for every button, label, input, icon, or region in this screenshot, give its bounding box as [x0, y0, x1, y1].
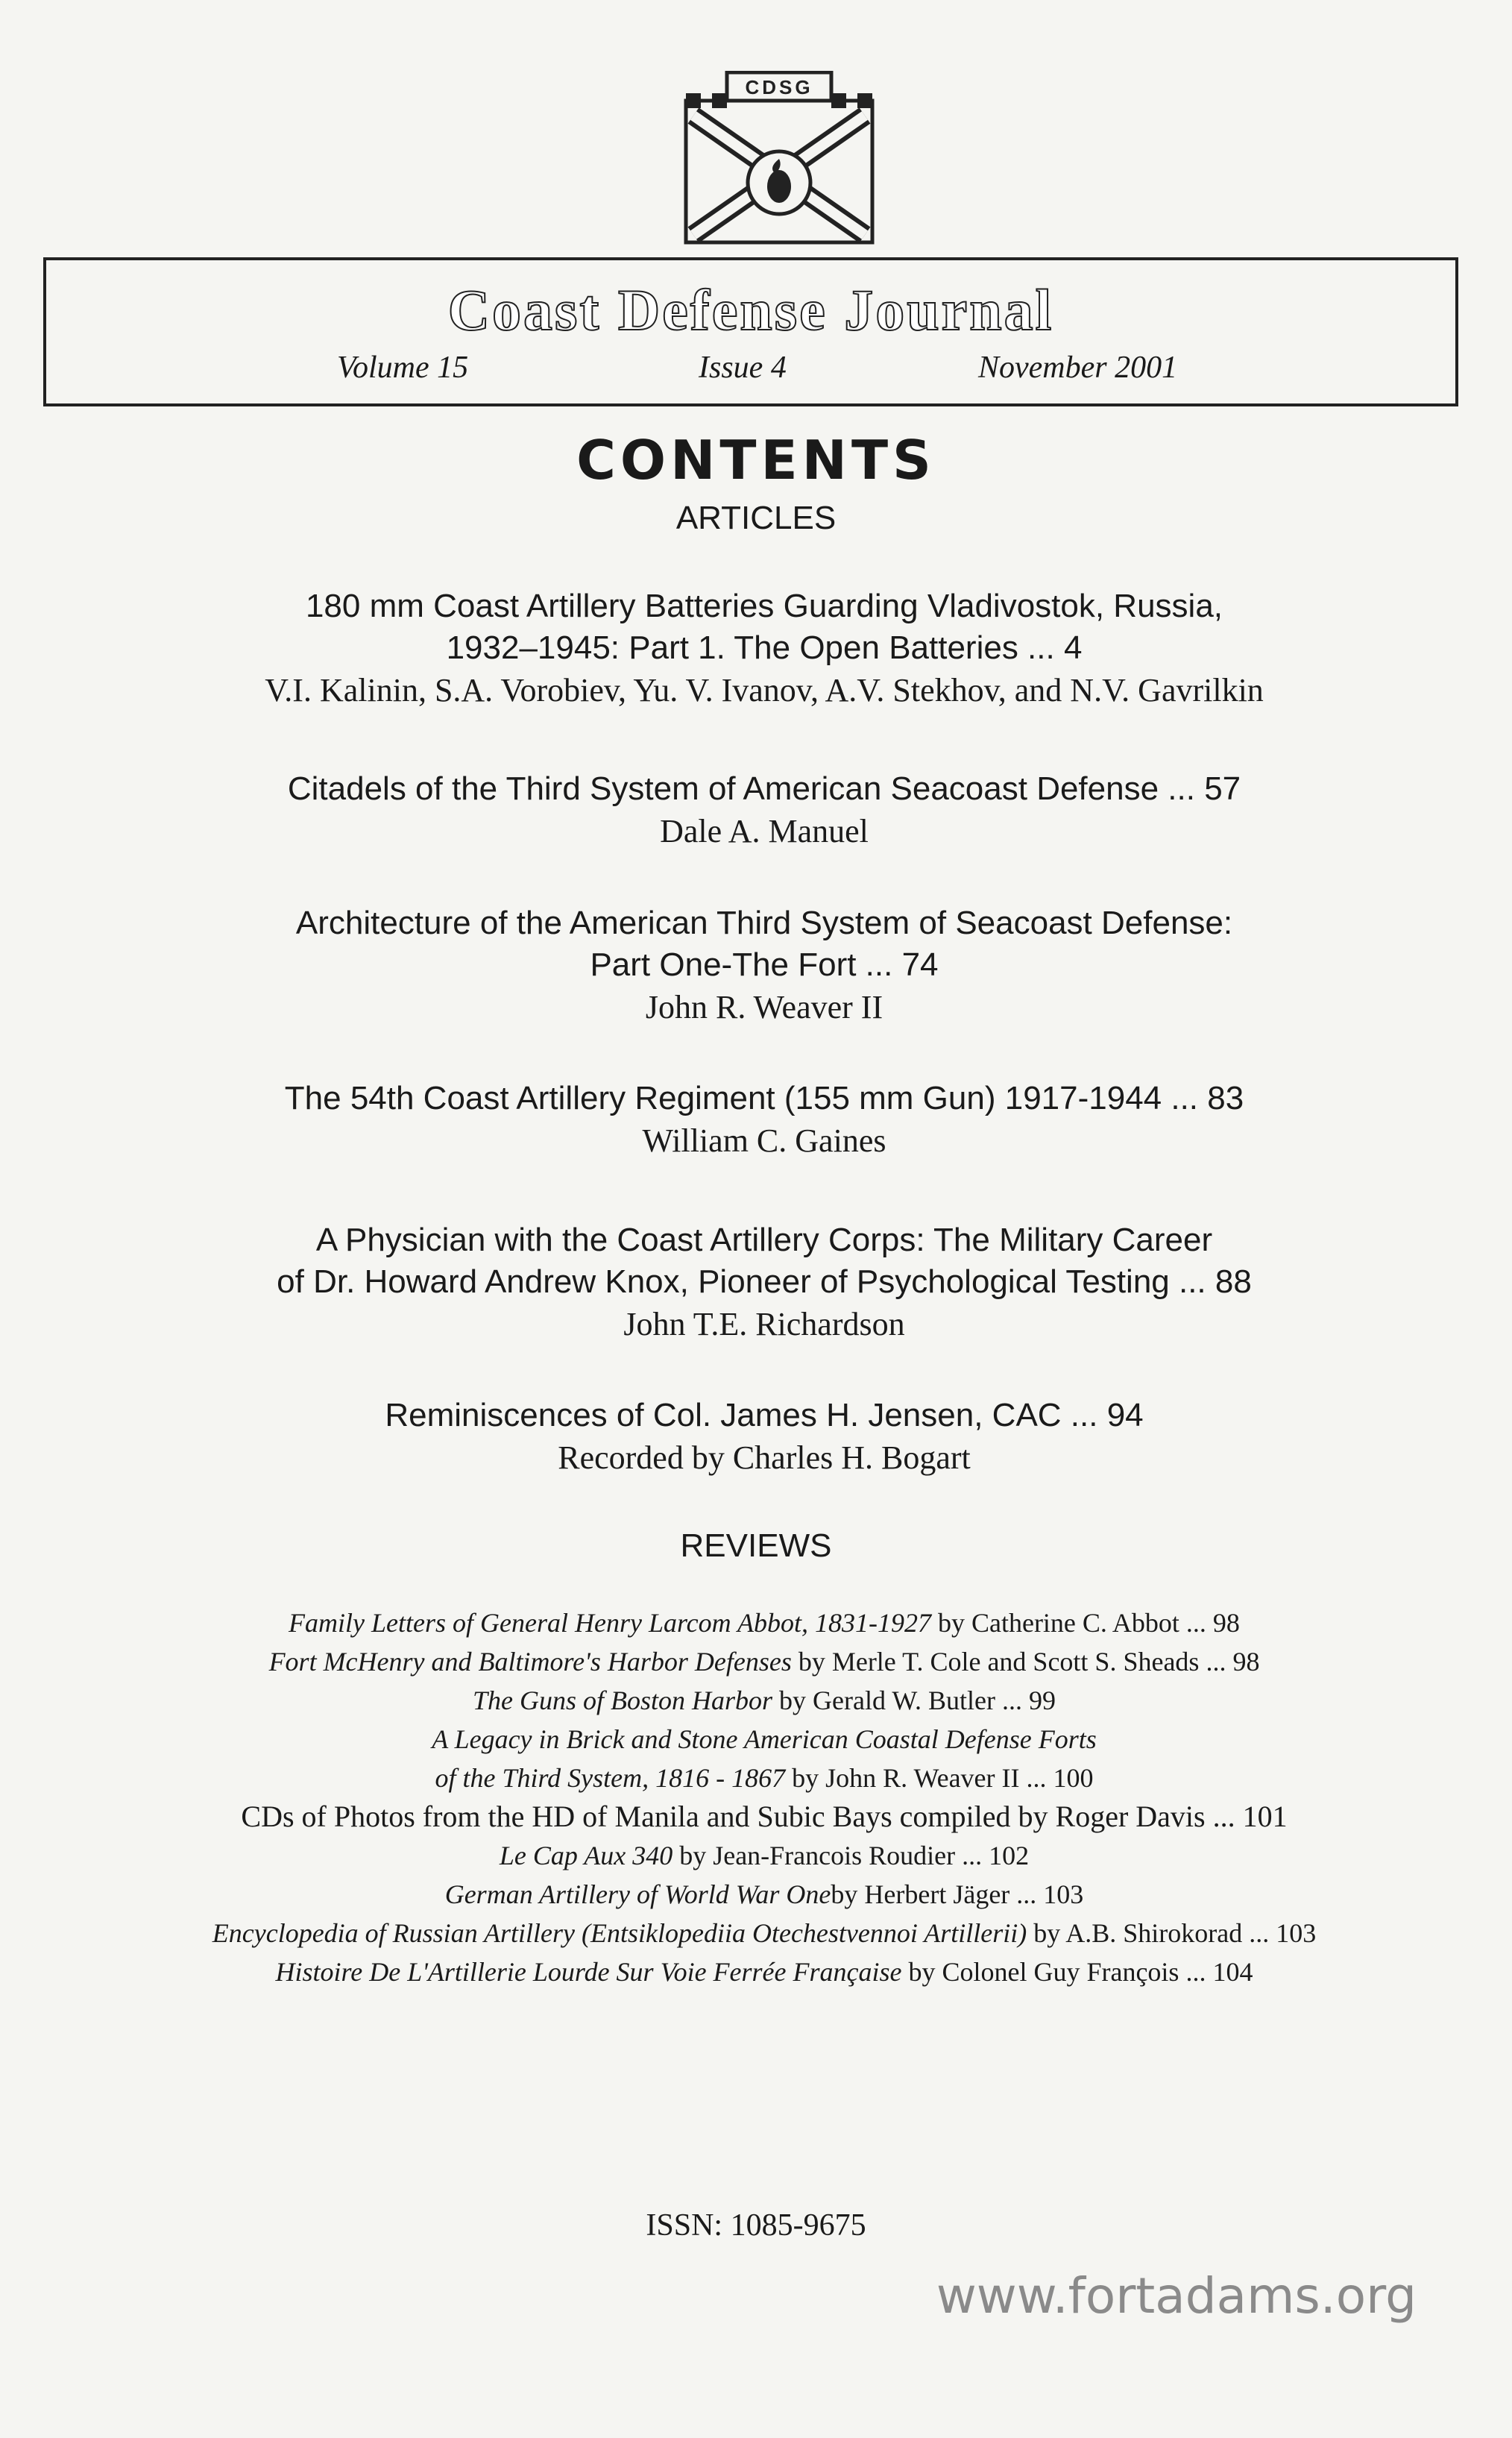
review-entry: Family Letters of General Henry Larcom Abbot, 1831-1927 by Catherine C. Abbot ... 98: [289, 1608, 1240, 1638]
article-author: John R. Weaver II: [645, 989, 883, 1025]
date-label: November 2001: [978, 351, 1178, 385]
article-entry: [149, 768, 1379, 853]
reviews-list: [149, 1603, 1379, 1991]
article-title-line: The 54th Coast Artillery Regiment (155 mm Gun) 1917-1944 ... 83: [284, 1080, 1244, 1116]
review-entry: The Guns of Boston Harbor by Gerald W. Butler ... 99: [473, 1685, 1056, 1715]
article-title-line: Citadels of the Third System of American Seacoast Defense ... 57: [287, 770, 1241, 807]
article-title-line: A Physician with the Coast Artillery Corps: The Military Career: [315, 1222, 1213, 1258]
article-title-line: Reminiscences of Col. James H. Jensen, CAC ... 94: [385, 1397, 1144, 1433]
reviews-heading: REVIEWS: [680, 1527, 832, 1564]
article-title-line: Part One-The Fort ... 74: [590, 946, 939, 983]
article-entry: [149, 1219, 1379, 1346]
article-entry: [149, 902, 1379, 1029]
article-title-line: of Dr. Howard Andrew Knox, Pioneer of Psychological Testing ... 88: [277, 1263, 1252, 1300]
review-entry: Fort McHenry and Baltimore's Harbor Defenses by Merle T. Cole and Scott S. Sheads ... 98: [268, 1647, 1260, 1677]
article-entry: [149, 1395, 1379, 1480]
journal-title: Coast Defense Journal: [447, 277, 1054, 342]
article-author: V.I. Kalinin, S.A. Vorobiev, Yu. V. Ivanov, A.V. Stekhov, and N.V. Gavrilkin: [265, 672, 1264, 709]
review-entry: CDs of Photos from the HD of Manila and Subic Bays compiled by Roger Davis ... 101: [241, 1800, 1288, 1833]
review-entry: Encyclopedia of Russian Artillery (Entsiklopediia Otechestvennoi Artillerii) by A.B. Shirokorad ... 103: [212, 1918, 1317, 1948]
article-author: William C. Gaines: [642, 1122, 886, 1159]
cdsg-emblem-icon: [656, 71, 902, 257]
masthead: [43, 257, 1458, 406]
review-entry: of the Third System, 1816 - 1867 by John R. Weaver II ... 100: [435, 1763, 1094, 1793]
review-entry: A Legacy in Brick and Stone American Coastal Defense Forts: [432, 1724, 1097, 1754]
contents-heading: CONTENTS: [576, 429, 936, 491]
article-author: John T.E. Richardson: [623, 1306, 905, 1342]
review-entry: Histoire De L'Artillerie Lourde Sur Voie Ferrée Française by Colonel Guy François ... 104: [275, 1957, 1253, 1987]
website-watermark: www.fortadams.org: [936, 2267, 1417, 2325]
article-title-line: 180 mm Coast Artillery Batteries Guarding Vladivostok, Russia,: [305, 588, 1223, 624]
article-title-line: 1932–1945: Part 1. The Open Batteries ... 4: [446, 629, 1083, 666]
issue-label: Issue 4: [699, 351, 787, 385]
issn-number: ISSN: 1085-9675: [646, 2208, 866, 2243]
logo-label: CDSG: [745, 76, 813, 98]
article-entry: [149, 1078, 1379, 1163]
review-entry: German Artillery of World War Oneby Herbert Jäger ... 103: [444, 1879, 1084, 1909]
article-title-line: Architecture of the American Third System of Seacoast Defense:: [295, 905, 1233, 941]
volume-label: Volume 15: [337, 351, 469, 385]
articles-heading: ARTICLES: [675, 500, 837, 536]
article-author: Recorded by Charles H. Bogart: [558, 1439, 971, 1476]
article-author: Dale A. Manuel: [660, 813, 869, 849]
review-entry: Le Cap Aux 340 by Jean-Francois Roudier ... 102: [499, 1841, 1030, 1870]
article-entry: [149, 585, 1379, 712]
